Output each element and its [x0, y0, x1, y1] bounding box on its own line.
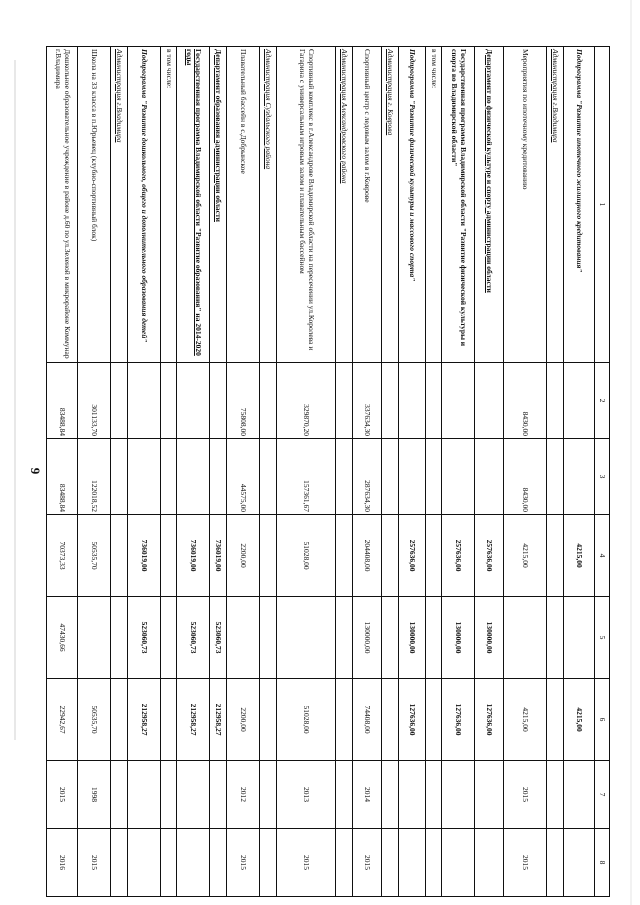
row-name: Государственная программа Владимирской области "Развитие физической культуры и спорта во Владимирской области": [442, 47, 475, 363]
cell-value: 51028,00: [277, 679, 336, 761]
table-row: [227, 47, 260, 897]
table-row: [382, 47, 399, 897]
cell-value: 130000,00: [475, 597, 504, 679]
row-name: Департамент образования администрации области: [210, 47, 227, 363]
cell-value: [547, 439, 564, 515]
financing-table: [46, 46, 610, 897]
cell-value: [564, 439, 595, 515]
table-row: [504, 47, 547, 897]
cell-value: [504, 597, 547, 679]
rotated-page: [28, 46, 610, 896]
cell-value: [177, 439, 210, 515]
cell-value: [128, 363, 161, 439]
cell-value: [426, 363, 442, 439]
cell-value: [111, 515, 128, 597]
cell-value: [336, 761, 353, 829]
table-row: [78, 47, 111, 897]
cell-value: 257636,00: [475, 515, 504, 597]
cell-value: [442, 363, 475, 439]
cell-value: 127636,00: [475, 679, 504, 761]
cell-value: [426, 679, 442, 761]
cell-value: [547, 515, 564, 597]
cell-value: 4215,00: [564, 515, 595, 597]
row-name: Департамент по физической культуре и спорту администрации области: [475, 47, 504, 363]
cell-value: 83488,84: [47, 363, 78, 439]
cell-value: 523060,73: [177, 597, 210, 679]
table-row: [426, 47, 442, 897]
cell-value: 2012: [227, 761, 260, 829]
cell-value: [382, 829, 399, 897]
cell-value: 736019,00: [128, 515, 161, 597]
cell-value: [277, 597, 336, 679]
cell-value: 157361,67: [277, 439, 336, 515]
column-header: 5: [595, 597, 610, 679]
cell-value: [442, 761, 475, 829]
table-row: [111, 47, 128, 897]
row-name: Администрация г.Владимира: [547, 47, 564, 363]
cell-value: 257636,00: [399, 515, 426, 597]
column-header: 8: [595, 829, 610, 897]
cell-value: [426, 515, 442, 597]
cell-value: 2016: [47, 829, 78, 897]
cell-value: 2015: [78, 829, 111, 897]
cell-value: [564, 761, 595, 829]
cell-value: [336, 597, 353, 679]
table-row: [128, 47, 161, 897]
cell-value: [161, 363, 177, 439]
cell-value: [547, 679, 564, 761]
row-name: в том числе:: [426, 47, 442, 363]
cell-value: [442, 829, 475, 897]
table-row: [260, 47, 277, 897]
table-row: [564, 47, 595, 897]
cell-value: 2015: [47, 761, 78, 829]
cell-value: [260, 439, 277, 515]
cell-value: [111, 597, 128, 679]
cell-value: [547, 829, 564, 897]
table-row: [177, 47, 210, 897]
cell-value: [382, 515, 399, 597]
scan-edge-shadow: [14, 60, 16, 740]
table-row: [399, 47, 426, 897]
cell-value: [161, 679, 177, 761]
cell-value: 329870,20: [277, 363, 336, 439]
cell-value: [111, 439, 128, 515]
table-row: [47, 47, 78, 897]
cell-value: 2015: [504, 829, 547, 897]
table-row: [353, 47, 382, 897]
cell-value: 257636,00: [442, 515, 475, 597]
cell-value: 70373,33: [47, 515, 78, 597]
cell-value: [210, 829, 227, 897]
cell-value: [382, 679, 399, 761]
cell-value: 523060,73: [128, 597, 161, 679]
cell-value: 2200,00: [227, 679, 260, 761]
column-header: 4: [595, 515, 610, 597]
cell-value: [78, 597, 111, 679]
cell-value: 122018,52: [78, 439, 111, 515]
cell-value: 2013: [277, 761, 336, 829]
row-name: Администрация Суздальского района: [260, 47, 277, 363]
cell-value: 130000,00: [399, 597, 426, 679]
cell-value: [547, 761, 564, 829]
cell-value: [336, 439, 353, 515]
row-name: Подпрограмма "Развитие дошкольного, общего и дополнительного образования детей": [128, 47, 161, 363]
cell-value: [260, 597, 277, 679]
cell-value: 212958,27: [128, 679, 161, 761]
cell-value: 2015: [504, 761, 547, 829]
cell-value: 50535,70: [78, 679, 111, 761]
row-name: Плавательный бассейн в с.Добрынское: [227, 47, 260, 363]
cell-value: [564, 363, 595, 439]
cell-value: [399, 829, 426, 897]
cell-value: [161, 597, 177, 679]
cell-value: [336, 515, 353, 597]
cell-value: 47430,66: [47, 597, 78, 679]
cell-value: [260, 515, 277, 597]
cell-value: [475, 439, 504, 515]
cell-value: [426, 439, 442, 515]
cell-value: [382, 439, 399, 515]
cell-value: 75808,00: [227, 363, 260, 439]
cell-value: [260, 363, 277, 439]
cell-value: 4215,00: [564, 679, 595, 761]
cell-value: [227, 597, 260, 679]
page-number: 9: [28, 467, 43, 475]
cell-value: [210, 439, 227, 515]
cell-value: [177, 829, 210, 897]
cell-value: [161, 515, 177, 597]
cell-value: [336, 679, 353, 761]
cell-value: 8430,00: [504, 439, 547, 515]
cell-value: [382, 363, 399, 439]
cell-value: 74408,00: [353, 679, 382, 761]
column-header: 7: [595, 761, 610, 829]
cell-value: [547, 363, 564, 439]
cell-value: [547, 597, 564, 679]
table-header-row: [595, 47, 610, 897]
table-row: [210, 47, 227, 897]
cell-value: [260, 679, 277, 761]
cell-value: [111, 363, 128, 439]
cell-value: [399, 439, 426, 515]
row-name: Администрация г.Владимира: [111, 47, 128, 363]
cell-value: [210, 761, 227, 829]
cell-value: 22942,67: [47, 679, 78, 761]
cell-value: [426, 597, 442, 679]
row-name: Подпрограмма "Развитие ипотечного жилищного кредитования": [564, 47, 595, 363]
cell-value: [260, 761, 277, 829]
row-name: Спортивный центр с ледовым залом в г.Коврове: [353, 47, 382, 363]
cell-value: 212958,27: [177, 679, 210, 761]
row-name: в том числе:: [161, 47, 177, 363]
cell-value: 44575,00: [227, 439, 260, 515]
cell-value: [177, 761, 210, 829]
cell-value: 2014: [353, 761, 382, 829]
cell-value: 212958,27: [210, 679, 227, 761]
cell-value: 4215,00: [504, 515, 547, 597]
cell-value: 736019,00: [177, 515, 210, 597]
cell-value: 50535,70: [78, 515, 111, 597]
table-row: [547, 47, 564, 897]
cell-value: 83488,84: [47, 439, 78, 515]
cell-value: [475, 829, 504, 897]
cell-value: [111, 829, 128, 897]
cell-value: 204408,00: [353, 515, 382, 597]
cell-value: [475, 761, 504, 829]
cell-value: [336, 829, 353, 897]
cell-value: 337634,30: [353, 363, 382, 439]
cell-value: [260, 829, 277, 897]
row-name: Администрация г. Коврова: [382, 47, 399, 363]
row-name: Школа на 33 класса в п.Юрьевец (клубно-спортивный блок): [78, 47, 111, 363]
cell-value: [128, 829, 161, 897]
cell-value: 51028,00: [277, 515, 336, 597]
cell-value: [128, 761, 161, 829]
table-row: [442, 47, 475, 897]
cell-value: 736019,00: [210, 515, 227, 597]
cell-value: [177, 363, 210, 439]
table-row: [277, 47, 336, 897]
cell-value: 2015: [353, 829, 382, 897]
cell-value: 1998: [78, 761, 111, 829]
cell-value: [442, 439, 475, 515]
column-header: 6: [595, 679, 610, 761]
table-row: [336, 47, 353, 897]
cell-value: [161, 439, 177, 515]
cell-value: [564, 829, 595, 897]
cell-value: 8430,00: [504, 363, 547, 439]
table-row: [161, 47, 177, 897]
cell-value: 2015: [277, 829, 336, 897]
column-header: 2: [595, 363, 610, 439]
cell-value: [399, 363, 426, 439]
cell-value: [382, 761, 399, 829]
cell-value: 2015: [227, 829, 260, 897]
row-name: Дошкольное образовательное учреждение в районе д.60 по ул.Зеленой в микрорайоне Коммунар г.Владимира: [47, 47, 78, 363]
cell-value: 130000,00: [353, 597, 382, 679]
row-name: Мероприятия по ипотечному кредитованию: [504, 47, 547, 363]
row-name: Государственная программа Владимирской области "Развитие образования" на 2014-2020 годы: [177, 47, 210, 363]
cell-value: 4215,00: [504, 679, 547, 761]
cell-value: [426, 829, 442, 897]
cell-value: [161, 829, 177, 897]
cell-value: 2200,00: [227, 515, 260, 597]
cell-value: [161, 761, 177, 829]
row-name: Администрация Александровского района: [336, 47, 353, 363]
cell-value: [399, 761, 426, 829]
row-name: Подпрограмма "Развитие физической культуры и массового спорта": [399, 47, 426, 363]
column-header: 3: [595, 439, 610, 515]
cell-value: 130000,00: [442, 597, 475, 679]
cell-value: [564, 597, 595, 679]
cell-value: 127636,00: [399, 679, 426, 761]
row-name: Спортивный комплекс в г.Александрове Владимирской области на пересечении ул.Королева и Гагарина с универсальным игровым залом и плавательным бассейном: [277, 47, 336, 363]
cell-value: [210, 363, 227, 439]
cell-value: [426, 761, 442, 829]
cell-value: [382, 597, 399, 679]
cell-value: 287634,30: [353, 439, 382, 515]
cell-value: [128, 439, 161, 515]
table-row: [475, 47, 504, 897]
cell-value: [336, 363, 353, 439]
cell-value: [475, 363, 504, 439]
scan-edge-right: [630, 0, 632, 905]
cell-value: 523060,73: [210, 597, 227, 679]
cell-value: 301133,70: [78, 363, 111, 439]
cell-value: [111, 679, 128, 761]
cell-value: 127636,00: [442, 679, 475, 761]
column-header: 1: [595, 47, 610, 363]
cell-value: [111, 761, 128, 829]
